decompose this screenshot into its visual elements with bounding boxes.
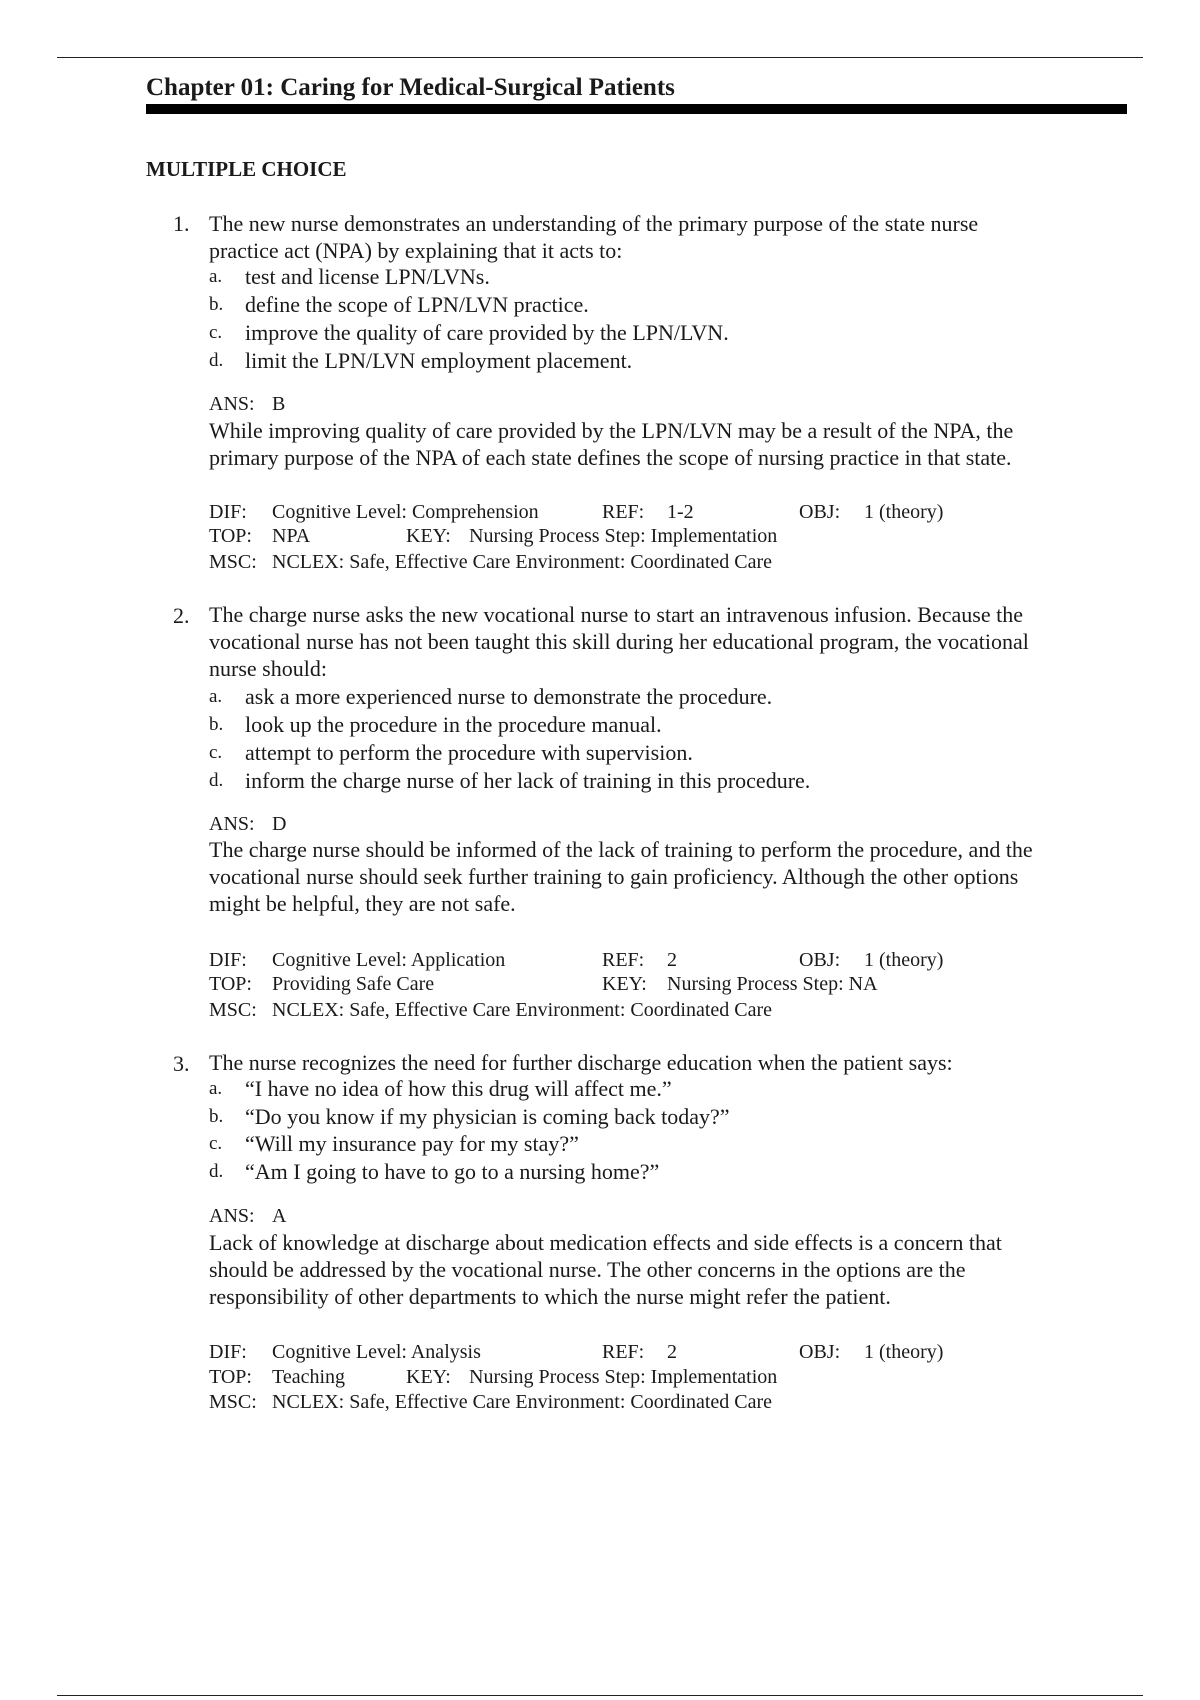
option-letter: d. xyxy=(209,350,224,371)
option-text: “Am I going to have to go to a nursing home?” xyxy=(245,1159,660,1184)
option-text: inform the charge nurse of her lack of training in this procedure. xyxy=(245,768,811,793)
msc-label: MSC: xyxy=(209,551,257,573)
option-letter: a. xyxy=(209,686,223,707)
ref-value: 2 xyxy=(667,1341,677,1363)
answer-label: ANS: xyxy=(209,813,255,835)
top-rule xyxy=(57,57,1143,58)
ref-label: REF: xyxy=(602,1341,645,1363)
msc-label: MSC: xyxy=(209,999,257,1021)
rationale xyxy=(209,417,1139,471)
option-letter: c. xyxy=(209,742,223,763)
option-text: test and license LPN/LVNs. xyxy=(245,264,490,289)
option-text: attempt to perform the procedure with supervision. xyxy=(245,740,693,765)
key-value: Nursing Process Step: NA xyxy=(667,973,878,995)
section-heading: MULTIPLE CHOICE xyxy=(146,157,347,181)
answer-label: ANS: xyxy=(209,393,255,415)
option-text: “I have no idea of how this drug will affect me.” xyxy=(245,1076,672,1101)
dif-label: DIF: xyxy=(209,501,247,523)
option-letter: a. xyxy=(209,1078,223,1099)
top-value: Providing Safe Care xyxy=(272,973,435,995)
option-text: ask a more experienced nurse to demonstrate the procedure. xyxy=(245,684,773,709)
dif-label: DIF: xyxy=(209,949,247,971)
rationale-line: might be helpful, they are not safe. xyxy=(209,891,516,916)
option-text: look up the procedure in the procedure manual. xyxy=(245,712,662,737)
option-letter: a. xyxy=(209,266,223,287)
rationale-line: should be addressed by the vocational nurse. The other concerns in the options are the xyxy=(209,1257,966,1282)
ref-label: REF: xyxy=(602,949,645,971)
key-value: Nursing Process Step: Implementation xyxy=(469,525,778,547)
question-number: 3. xyxy=(173,1051,190,1076)
chapter-title: Chapter 01: Caring for Medical-Surgical Patients xyxy=(146,74,675,101)
answer-value: D xyxy=(272,813,287,835)
stem-line: The charge nurse asks the new vocational nurse to start an intravenous infusion. Because the xyxy=(209,602,1023,627)
msc-value: NCLEX: Safe, Effective Care Environment: Coordinated Care xyxy=(272,551,773,573)
option-letter: b. xyxy=(209,1106,224,1127)
rationale-line: primary purpose of the NPA of each state defines the scope of nursing practice in that state. xyxy=(209,445,1012,470)
question-stem xyxy=(209,1049,1129,1076)
option-letter: d. xyxy=(209,770,224,791)
stem-line: The new nurse demonstrates an understanding of the primary purpose of the state nurse xyxy=(209,211,979,236)
rationale-line: While improving quality of care provided by the LPN/LVN may be a result of the NPA, the xyxy=(209,418,1014,443)
option-text: limit the LPN/LVN employment placement. xyxy=(245,348,633,373)
question-stem xyxy=(209,601,1129,682)
dif-value: Cognitive Level: Comprehension xyxy=(272,501,539,523)
question-number: 1. xyxy=(173,211,190,236)
question-number: 2. xyxy=(173,603,190,628)
top-label: TOP: xyxy=(209,1366,252,1388)
stem-line: The nurse recognizes the need for further discharge education when the patient says: xyxy=(209,1050,953,1075)
stem-line: vocational nurse has not been taught this skill during her educational program, the vocational xyxy=(209,629,1029,654)
dif-value: Cognitive Level: Application xyxy=(272,949,506,971)
msc-label: MSC: xyxy=(209,1391,257,1413)
option-letter: c. xyxy=(209,1133,223,1154)
top-label: TOP: xyxy=(209,525,252,547)
top-value: NPA xyxy=(272,525,311,547)
obj-label: OBJ: xyxy=(799,501,841,523)
question-stem xyxy=(209,210,1129,264)
dif-label: DIF: xyxy=(209,1341,247,1363)
top-value: Teaching xyxy=(272,1366,346,1388)
obj-value: 1 (theory) xyxy=(864,949,944,971)
rationale xyxy=(209,836,1139,917)
rationale-line: The charge nurse should be informed of the lack of training to perform the procedure, and the xyxy=(209,837,1033,862)
stem-line: nurse should: xyxy=(209,656,327,681)
obj-label: OBJ: xyxy=(799,949,841,971)
ref-value: 1-2 xyxy=(667,501,694,523)
msc-value: NCLEX: Safe, Effective Care Environment: Coordinated Care xyxy=(272,999,773,1021)
key-label: KEY: xyxy=(406,1366,451,1388)
obj-value: 1 (theory) xyxy=(864,501,944,523)
answer-label: ANS: xyxy=(209,1205,255,1227)
ref-label: REF: xyxy=(602,501,645,523)
option-text: define the scope of LPN/LVN practice. xyxy=(245,292,589,317)
obj-label: OBJ: xyxy=(799,1341,841,1363)
option-letter: c. xyxy=(209,322,223,343)
bottom-rule xyxy=(57,1695,1143,1696)
option-text: “Do you know if my physician is coming back today?” xyxy=(245,1104,730,1129)
key-label: KEY: xyxy=(406,525,451,547)
rationale-line: Lack of knowledge at discharge about medication effects and side effects is a concern that xyxy=(209,1230,1002,1255)
rationale xyxy=(209,1229,1139,1310)
title-underline-bar xyxy=(146,104,1127,114)
answer-value: B xyxy=(272,393,286,415)
top-label: TOP: xyxy=(209,973,252,995)
dif-value: Cognitive Level: Analysis xyxy=(272,1341,481,1363)
stem-line: practice act (NPA) by explaining that it acts to: xyxy=(209,238,623,263)
option-text: “Will my insurance pay for my stay?” xyxy=(245,1131,579,1156)
option-text: improve the quality of care provided by the LPN/LVN. xyxy=(245,320,729,345)
option-letter: d. xyxy=(209,1161,224,1182)
rationale-line: vocational nurse should seek further training to gain proficiency. Although the other options xyxy=(209,864,1019,889)
answer-value: A xyxy=(272,1205,287,1227)
key-value: Nursing Process Step: Implementation xyxy=(469,1366,778,1388)
obj-value: 1 (theory) xyxy=(864,1341,944,1363)
option-letter: b. xyxy=(209,714,224,735)
ref-value: 2 xyxy=(667,949,677,971)
option-letter: b. xyxy=(209,294,224,315)
key-label: KEY: xyxy=(602,973,647,995)
rationale-line: responsibility of other departments to which the nurse might refer the patient. xyxy=(209,1284,891,1309)
msc-value: NCLEX: Safe, Effective Care Environment: Coordinated Care xyxy=(272,1391,773,1413)
